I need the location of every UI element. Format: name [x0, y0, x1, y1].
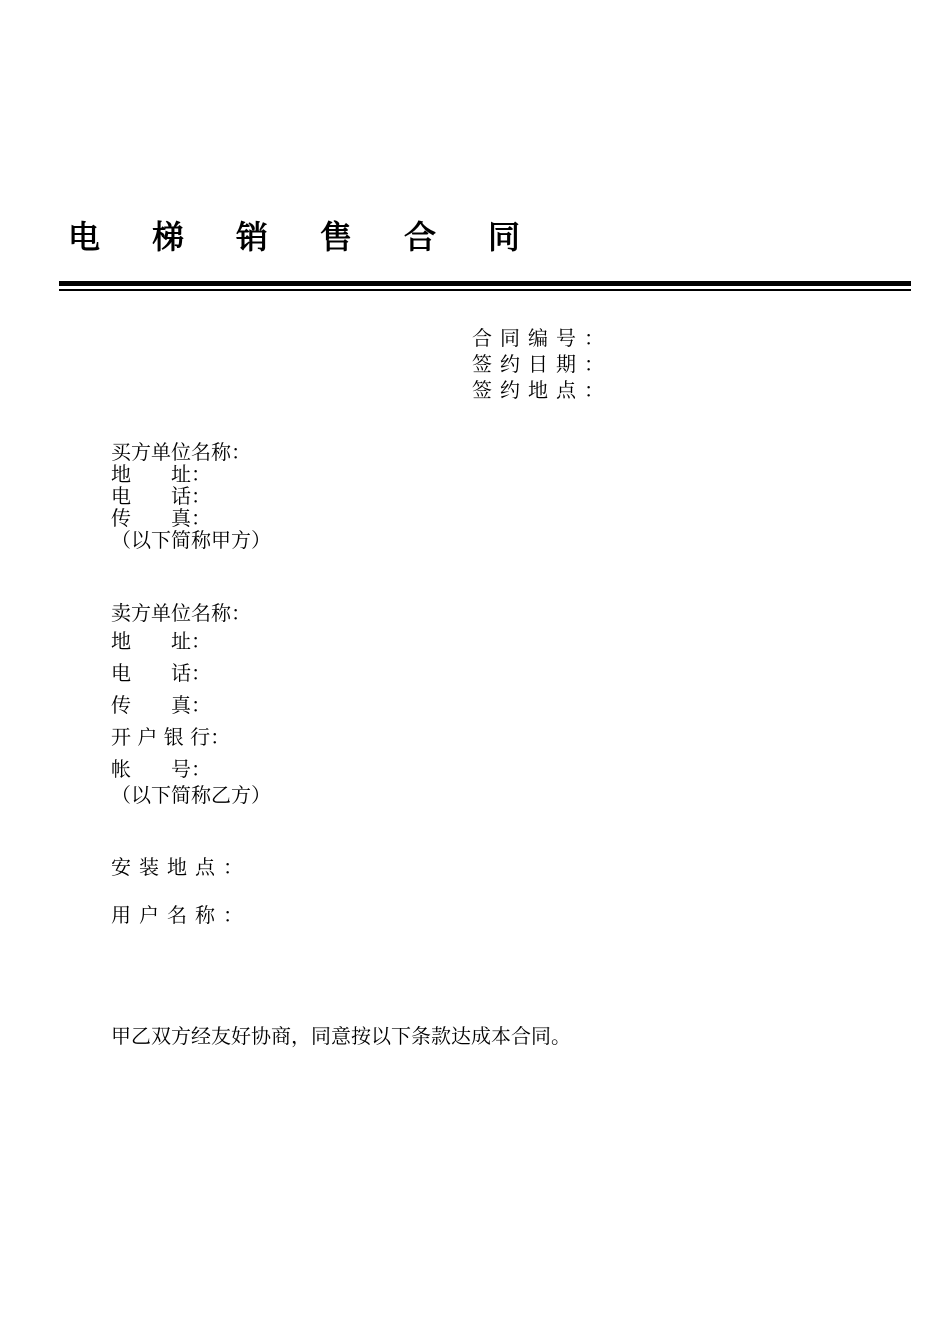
user-name-label: 用户名称： — [111, 903, 251, 927]
document-title: 电梯销售合同 — [68, 218, 573, 256]
buyer-fax-label: 传 真： — [111, 506, 211, 530]
seller-phone-label: 电 话： — [111, 661, 211, 685]
seller-name-label: 卖方单位名称： — [111, 601, 251, 625]
buyer-address-label: 地 址： — [111, 462, 211, 486]
seller-address-label: 地 址： — [111, 629, 211, 653]
sign-place-label: 签约地点： — [472, 378, 612, 402]
seller-bank-label: 开 户 银 行： — [111, 725, 231, 749]
buyer-name-label: 买方单位名称： — [111, 440, 251, 464]
contract-number-label: 合同编号： — [472, 326, 612, 350]
title-rule-thick — [59, 281, 911, 286]
install-location-label: 安装地点： — [111, 855, 251, 879]
agreement-statement: 甲乙双方经友好协商，同意按以下条款达成本合同。 — [111, 1024, 571, 1048]
buyer-phone-label: 电 话： — [111, 484, 211, 508]
buyer-alias-note: （以下简称甲方） — [111, 528, 271, 552]
seller-alias-note: （以下简称乙方） — [111, 783, 271, 807]
sign-date-label: 签约日期： — [472, 352, 612, 376]
title-rule-thin — [59, 289, 911, 291]
seller-fax-label: 传 真： — [111, 693, 211, 717]
seller-account-label: 帐 号： — [111, 757, 211, 781]
